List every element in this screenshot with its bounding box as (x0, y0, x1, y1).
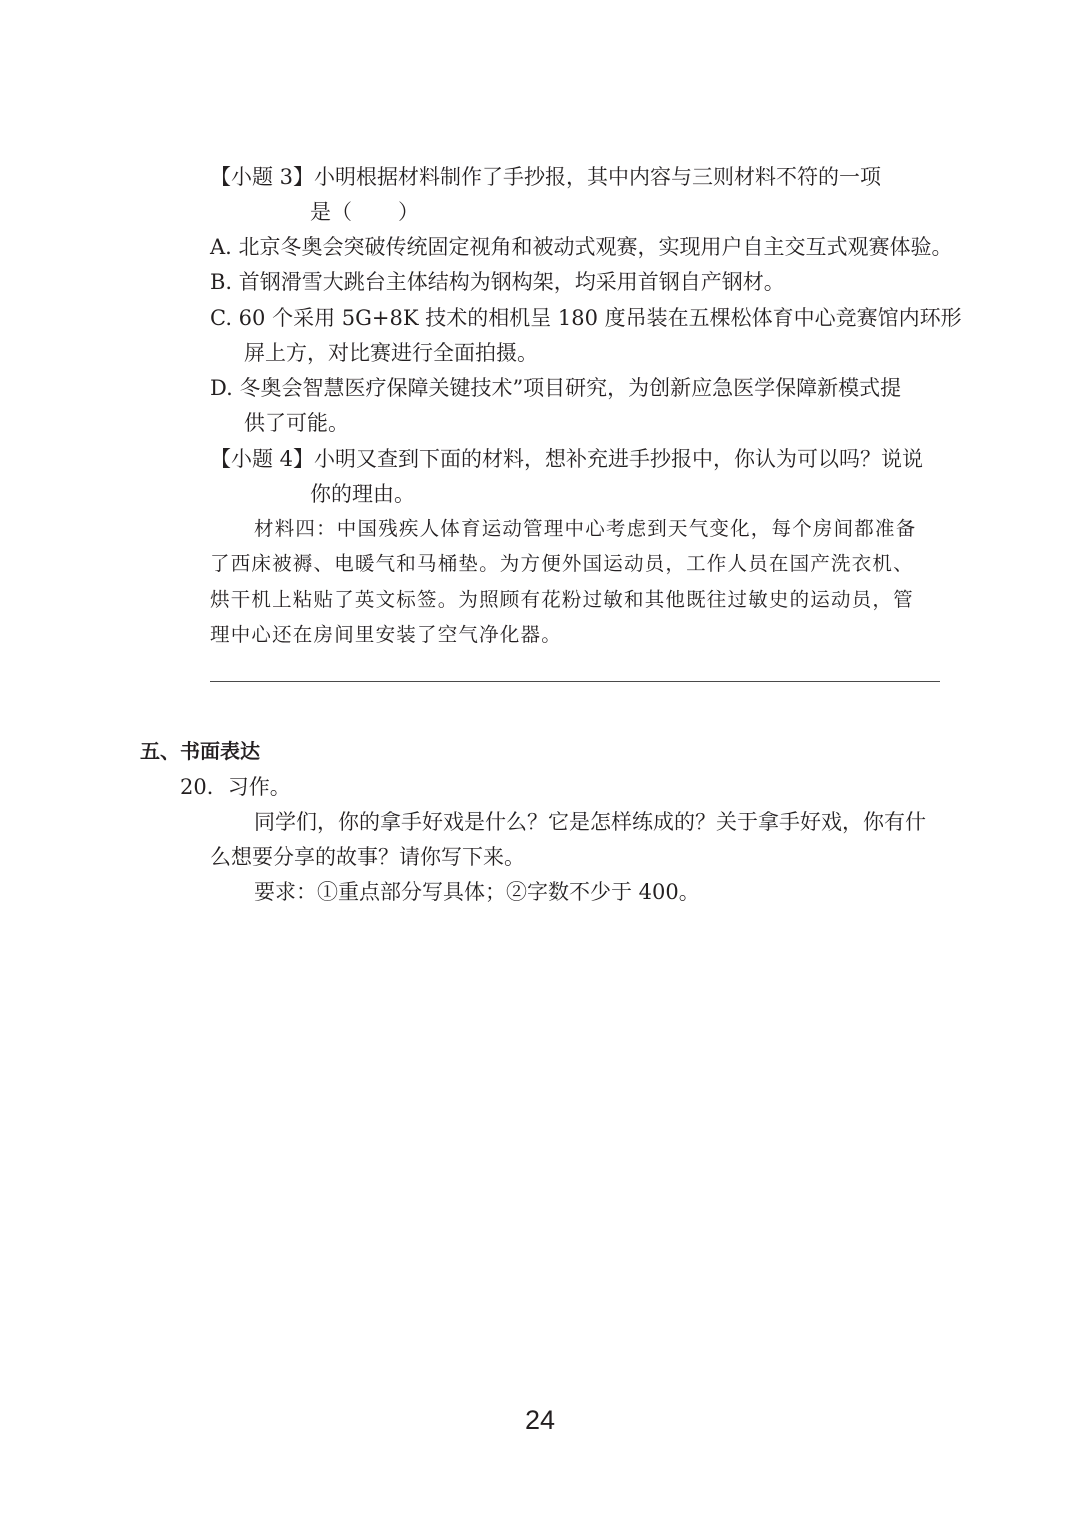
question3-prompt-line1: 【小题 3】小明根据材料制作了手抄报，其中内容与三则材料不符的一项 (210, 165, 882, 189)
question4-prompt-line2: 你的理由。 (310, 482, 415, 506)
question20-label: 20．习作。 (180, 775, 291, 799)
option-b: B. 首钢滑雪大跳台主体结构为钢构架，均采用首钢自产钢材。 (210, 270, 785, 294)
answer-paren-close: ） (398, 200, 419, 224)
essay-prompt-line1: 同学们，你的拿手好戏是什么？它是怎样练成的？关于拿手好戏，你有什 (254, 810, 926, 834)
section-title: 五、书面表达 (140, 739, 260, 763)
essay-prompt-line2: 么想要分享的故事？请你写下来。 (210, 845, 525, 869)
essay-requirements: 要求：①重点部分写具体；②字数不少于 400。 (254, 880, 700, 904)
material4-line2: 了西床被褥、电暖气和马桶垫。为方便外国运动员，工作人员在国产洗衣机、 (210, 552, 914, 575)
question4-prompt-line1: 【小题 4】小明又查到下面的材料，想补充进手抄报中，你认为可以吗？说说 (210, 447, 924, 471)
option-c-line2: 屏上方，对比赛进行全面拍摄。 (244, 341, 538, 365)
answer-paren-open: 是（ (310, 200, 352, 224)
material4-line1: 材料四：中国残疾人体育运动管理中心考虑到天气变化，每个房间都准备 (254, 517, 917, 540)
option-a: A. 北京冬奥会突破传统固定视角和被动式观赛，实现用户自主交互式观赛体验。 (210, 235, 953, 259)
option-d-line2: 供了可能。 (244, 411, 349, 435)
option-c-line1: C. 60 个采用 5G+8K 技术的相机呈 180 度吊装在五棵松体育中心竞赛馆内环形 (210, 306, 962, 330)
question3-answer-blank (310, 197, 419, 227)
option-d-line1: D. 冬奥会智慧医疗保障关键技术”项目研究，为创新应急医学保障新模式提 (210, 376, 902, 400)
page-number: 24 (524, 1405, 556, 1435)
answer-line (210, 681, 940, 682)
material4-line4: 理中心还在房间里安装了空气净化器。 (210, 623, 562, 646)
material4-line3: 烘干机上粘贴了英文标签。为照顾有花粉过敏和其他既往过敏史的运动员，管 (210, 588, 914, 611)
